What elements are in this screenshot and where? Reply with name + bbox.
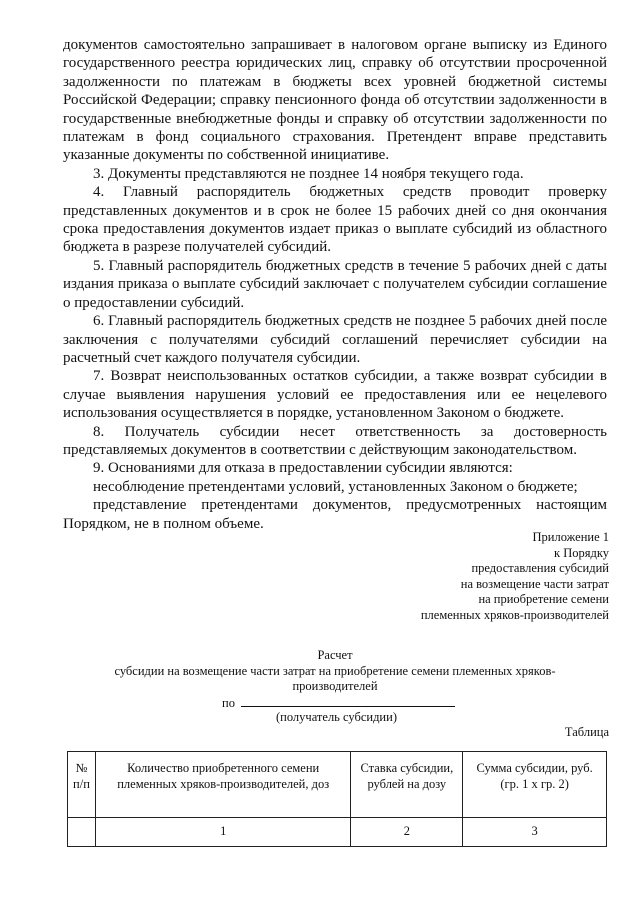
paragraph: 8. Получатель субсидии несет ответственность за достоверность представляемых документов в соответствии с действующим законодательством. [63,423,607,458]
table-header-cell: Сумма субсидии, руб. (гр. 1 х гр. 2) [463,752,607,818]
po-label: по [222,696,235,710]
appendix-line: племенных хряков-производителей [420,607,609,622]
appendix-line: к Порядку [554,545,609,560]
appendix-line: на возмещение части затрат [460,576,609,591]
table-cell [68,818,96,847]
appendix-header [421,530,609,624]
paragraph: 3. Документы представляются не позднее 14 ноября текущего года. [93,165,524,182]
recipient-caption: (получатель субсидии) [276,710,397,724]
document-body [63,36,607,533]
calc-subtitle: субсидии на возмещение части затрат на приобретение семени племенных хряков- [114,663,556,678]
paragraph: документов самостоятельно запрашивает в налоговом органе выписку из Единого государственного реестра юридических лиц, справку об отсутствии просроченной задолженности по платежам в бюджеты всех уровней бюджетной системы Российской Федерации; справку пенсионного фонда об отсутствии задолженности в государственные внебюджетные фонды и справку об отсутствии задолженности по платежам в фонд социального страхования. Претендент вправе представить указанные документы по собственной инициативе. [63,37,607,164]
calc-subtitle: производителей [292,679,378,694]
subsidy-table [67,751,607,847]
table-cell: 2 [351,818,463,847]
calc-heading [63,648,607,695]
paragraph: 6. Главный распорядитель бюджетных средств не позднее 5 рабочих дней после заключения с получателями субсидий соглашений перечисляет субсидии на расчетный счет каждого получателя субсидии. [63,313,607,366]
appendix-line: предоставления субсидий [471,561,609,576]
table-label: Таблица [564,725,609,739]
paragraph: 5. Главный распорядитель бюджетных средств в течение 5 рабочих дней с даты издания приказа о выплате субсидий заключает с получателем субсидии соглашение о предоставлении субсидий. [63,257,607,311]
table-row [68,818,607,847]
table-header-row [68,752,607,818]
paragraph: 4. Главный распорядитель бюджетных средств проводит проверку представленных документов и в срок не более 15 рабочих дней со дня окончания срока предоставления документов издает приказ о выплате субсидий из областного бюджета в разрезе получателей субсидий. [63,184,607,256]
table-header-cell: Количество приобретенного семени племенных хряков-производителей, доз [95,752,350,818]
appendix-line: на приобретение семени [478,592,609,607]
appendix-line: Приложение 1 [532,530,609,544]
paragraph: несоблюдение претендентами условий, установленных Законом о бюджете; [93,478,578,495]
paragraph: 7. Возврат неиспользованных остатков субсидии, а также возврат субсидии в случае выявления нарушения условий ее предоставления или ее нецелевого использования осуществляется в порядке, установленном Законом о бюджете. [63,368,607,422]
recipient-blank [241,695,455,707]
table-cell: 1 [95,818,350,847]
paragraph: представление претендентами документов, предусмотренных настоящим Порядком, не в полном объеме. [63,497,607,532]
paragraph: 9. Основаниями для отказа в предоставлении субсидии являются: [93,460,513,477]
table-header-cell: Ставка субсидии, рублей на дозу [351,752,463,818]
calc-title: Расчет [317,648,353,662]
table-cell: 3 [463,818,607,847]
table-header-cell: № п/п [68,752,96,818]
